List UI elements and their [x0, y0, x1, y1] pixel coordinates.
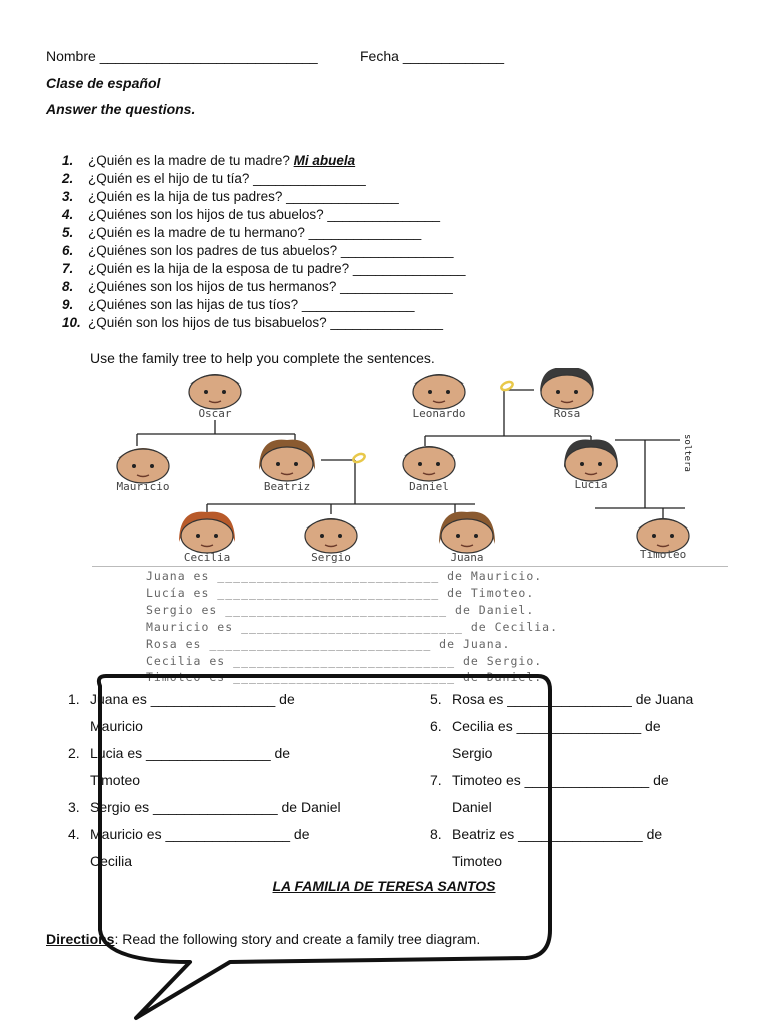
- question-text: ¿Quién es la hija de tus padres? _______________: [88, 189, 399, 204]
- class-title: Clase de español: [46, 75, 161, 91]
- question-text: ¿Quién es la madre de tu madre?: [88, 153, 290, 168]
- question-answer: Mi abuela: [293, 153, 356, 168]
- sentence-item: [68, 821, 341, 848]
- sentences-left: [68, 686, 341, 875]
- sentence-text: Timoteo es ________________ de: [452, 772, 669, 788]
- question-number: 8.: [62, 279, 74, 294]
- name-label: Nombre: [46, 48, 96, 64]
- sentence-text: Lucia es ________________ de: [90, 745, 291, 761]
- question-number: 6.: [62, 243, 74, 258]
- tree-side-label: soltera: [682, 434, 692, 472]
- sentence-number: 7.: [430, 772, 442, 788]
- question-number: 5.: [62, 225, 74, 240]
- name-blank[interactable]: ____________________________: [99, 48, 318, 64]
- sentence-item: [68, 740, 341, 767]
- date-blank[interactable]: _____________: [402, 48, 505, 64]
- question-number: 4.: [62, 207, 74, 222]
- sentence-item: [430, 767, 693, 794]
- sentence-item: [68, 794, 341, 821]
- question-text: ¿Quién son los hijos de tus bisabuelos? _______________: [88, 315, 444, 330]
- question-number: 3.: [62, 189, 74, 204]
- question-text: ¿Quiénes son los hijos de tus hermanos? _______________: [88, 279, 453, 294]
- sentence-number: 6.: [430, 718, 442, 734]
- person-name: Sergio: [311, 551, 351, 564]
- tree-instruction: Use the family tree to help you complete the sentences.: [90, 350, 435, 366]
- sentence-continuation: Daniel: [452, 799, 492, 815]
- question-number: 1.: [62, 153, 74, 168]
- person-name: Oscar: [198, 407, 232, 420]
- question-text: ¿Quiénes son los padres de tus abuelos? _______________: [88, 243, 454, 258]
- person-name: Juana: [450, 551, 484, 564]
- sentence-text: Cecilia es ________________ de: [452, 718, 661, 734]
- person-name: Cecilia: [183, 551, 231, 564]
- question-number: 9.: [62, 297, 74, 312]
- question-text: ¿Quiénes son los hijos de tus abuelos? _______________: [88, 207, 441, 222]
- sentence-continuation: Timoteo: [452, 853, 503, 869]
- person-name: Rosa: [553, 407, 581, 420]
- directions-label: Directions: [46, 931, 115, 947]
- sentence-text: Sergio es ________________ de Daniel: [90, 799, 341, 815]
- directions: [46, 931, 480, 947]
- sentence-text: Mauricio es ________________ de: [90, 826, 310, 842]
- person-name: Daniel: [409, 480, 449, 493]
- question-text: ¿Quiénes son las hijas de tus tíos? _______________: [88, 297, 415, 312]
- sentence-text: Rosa es ________________ de Juana: [452, 691, 694, 707]
- person-name: Mauricio: [116, 480, 170, 493]
- question-text: ¿Quién es la madre de tu hermano? _______________: [88, 225, 422, 240]
- person-name: Timoteo: [639, 548, 687, 561]
- question-number: 7.: [62, 261, 74, 276]
- instructions: Answer the questions.: [46, 101, 196, 117]
- sentence-text: Beatriz es ________________ de: [452, 826, 663, 842]
- story-title: LA FAMILIA DE TERESA SANTOS: [272, 878, 496, 894]
- printed-sentence: Sergio es ____________________________ de Daniel.: [146, 603, 535, 617]
- sentence-number: 1.: [68, 691, 80, 707]
- printed-sentence: Rosa es ____________________________ de Juana.: [146, 637, 511, 651]
- person-name: Leonardo: [412, 407, 466, 420]
- sentence-number: 4.: [68, 826, 80, 842]
- printed-sentence: Lucía es ____________________________ de Timoteo.: [146, 586, 535, 600]
- printed-sentence: Timoteo es ____________________________ de Daniel.: [146, 670, 543, 684]
- printed-sentence: Cecilia es ____________________________ de Sergio.: [146, 654, 543, 668]
- sentence-text: Juana es ________________ de: [90, 691, 295, 707]
- person-name: Beatriz: [263, 480, 311, 493]
- person-name: Lucía: [574, 478, 608, 491]
- sentence-number: 8.: [430, 826, 442, 842]
- question-text: ¿Quién es el hijo de tu tía? _______________: [88, 171, 366, 186]
- sentence-number: 5.: [430, 691, 442, 707]
- question-number: 10.: [62, 315, 81, 330]
- question-number: 2.: [62, 171, 74, 186]
- printed-sentence: Mauricio es ____________________________ de Cecilia.: [146, 620, 559, 634]
- sentence-continuation: Mauricio: [90, 718, 143, 734]
- question-text: ¿Quién es la hija de la esposa de tu padre? _______________: [88, 261, 466, 276]
- sentence-item: [430, 821, 693, 848]
- sentence-number: 3.: [68, 799, 80, 815]
- sentence-continuation: Cecilia: [90, 853, 133, 869]
- sentence-number: 2.: [68, 745, 80, 761]
- sentences-right: [430, 686, 693, 875]
- printed-sentence: Juana es ____________________________ de Mauricio.: [146, 569, 543, 583]
- date-label: Fecha: [360, 48, 399, 64]
- sentence-item: [430, 713, 693, 740]
- sentence-item: [430, 686, 693, 713]
- sentence-continuation: Timoteo: [90, 772, 141, 788]
- sentence-continuation: Sergio: [452, 745, 493, 761]
- directions-text: : Read the following story and create a family tree diagram.: [114, 931, 481, 947]
- sentence-item: [68, 686, 341, 713]
